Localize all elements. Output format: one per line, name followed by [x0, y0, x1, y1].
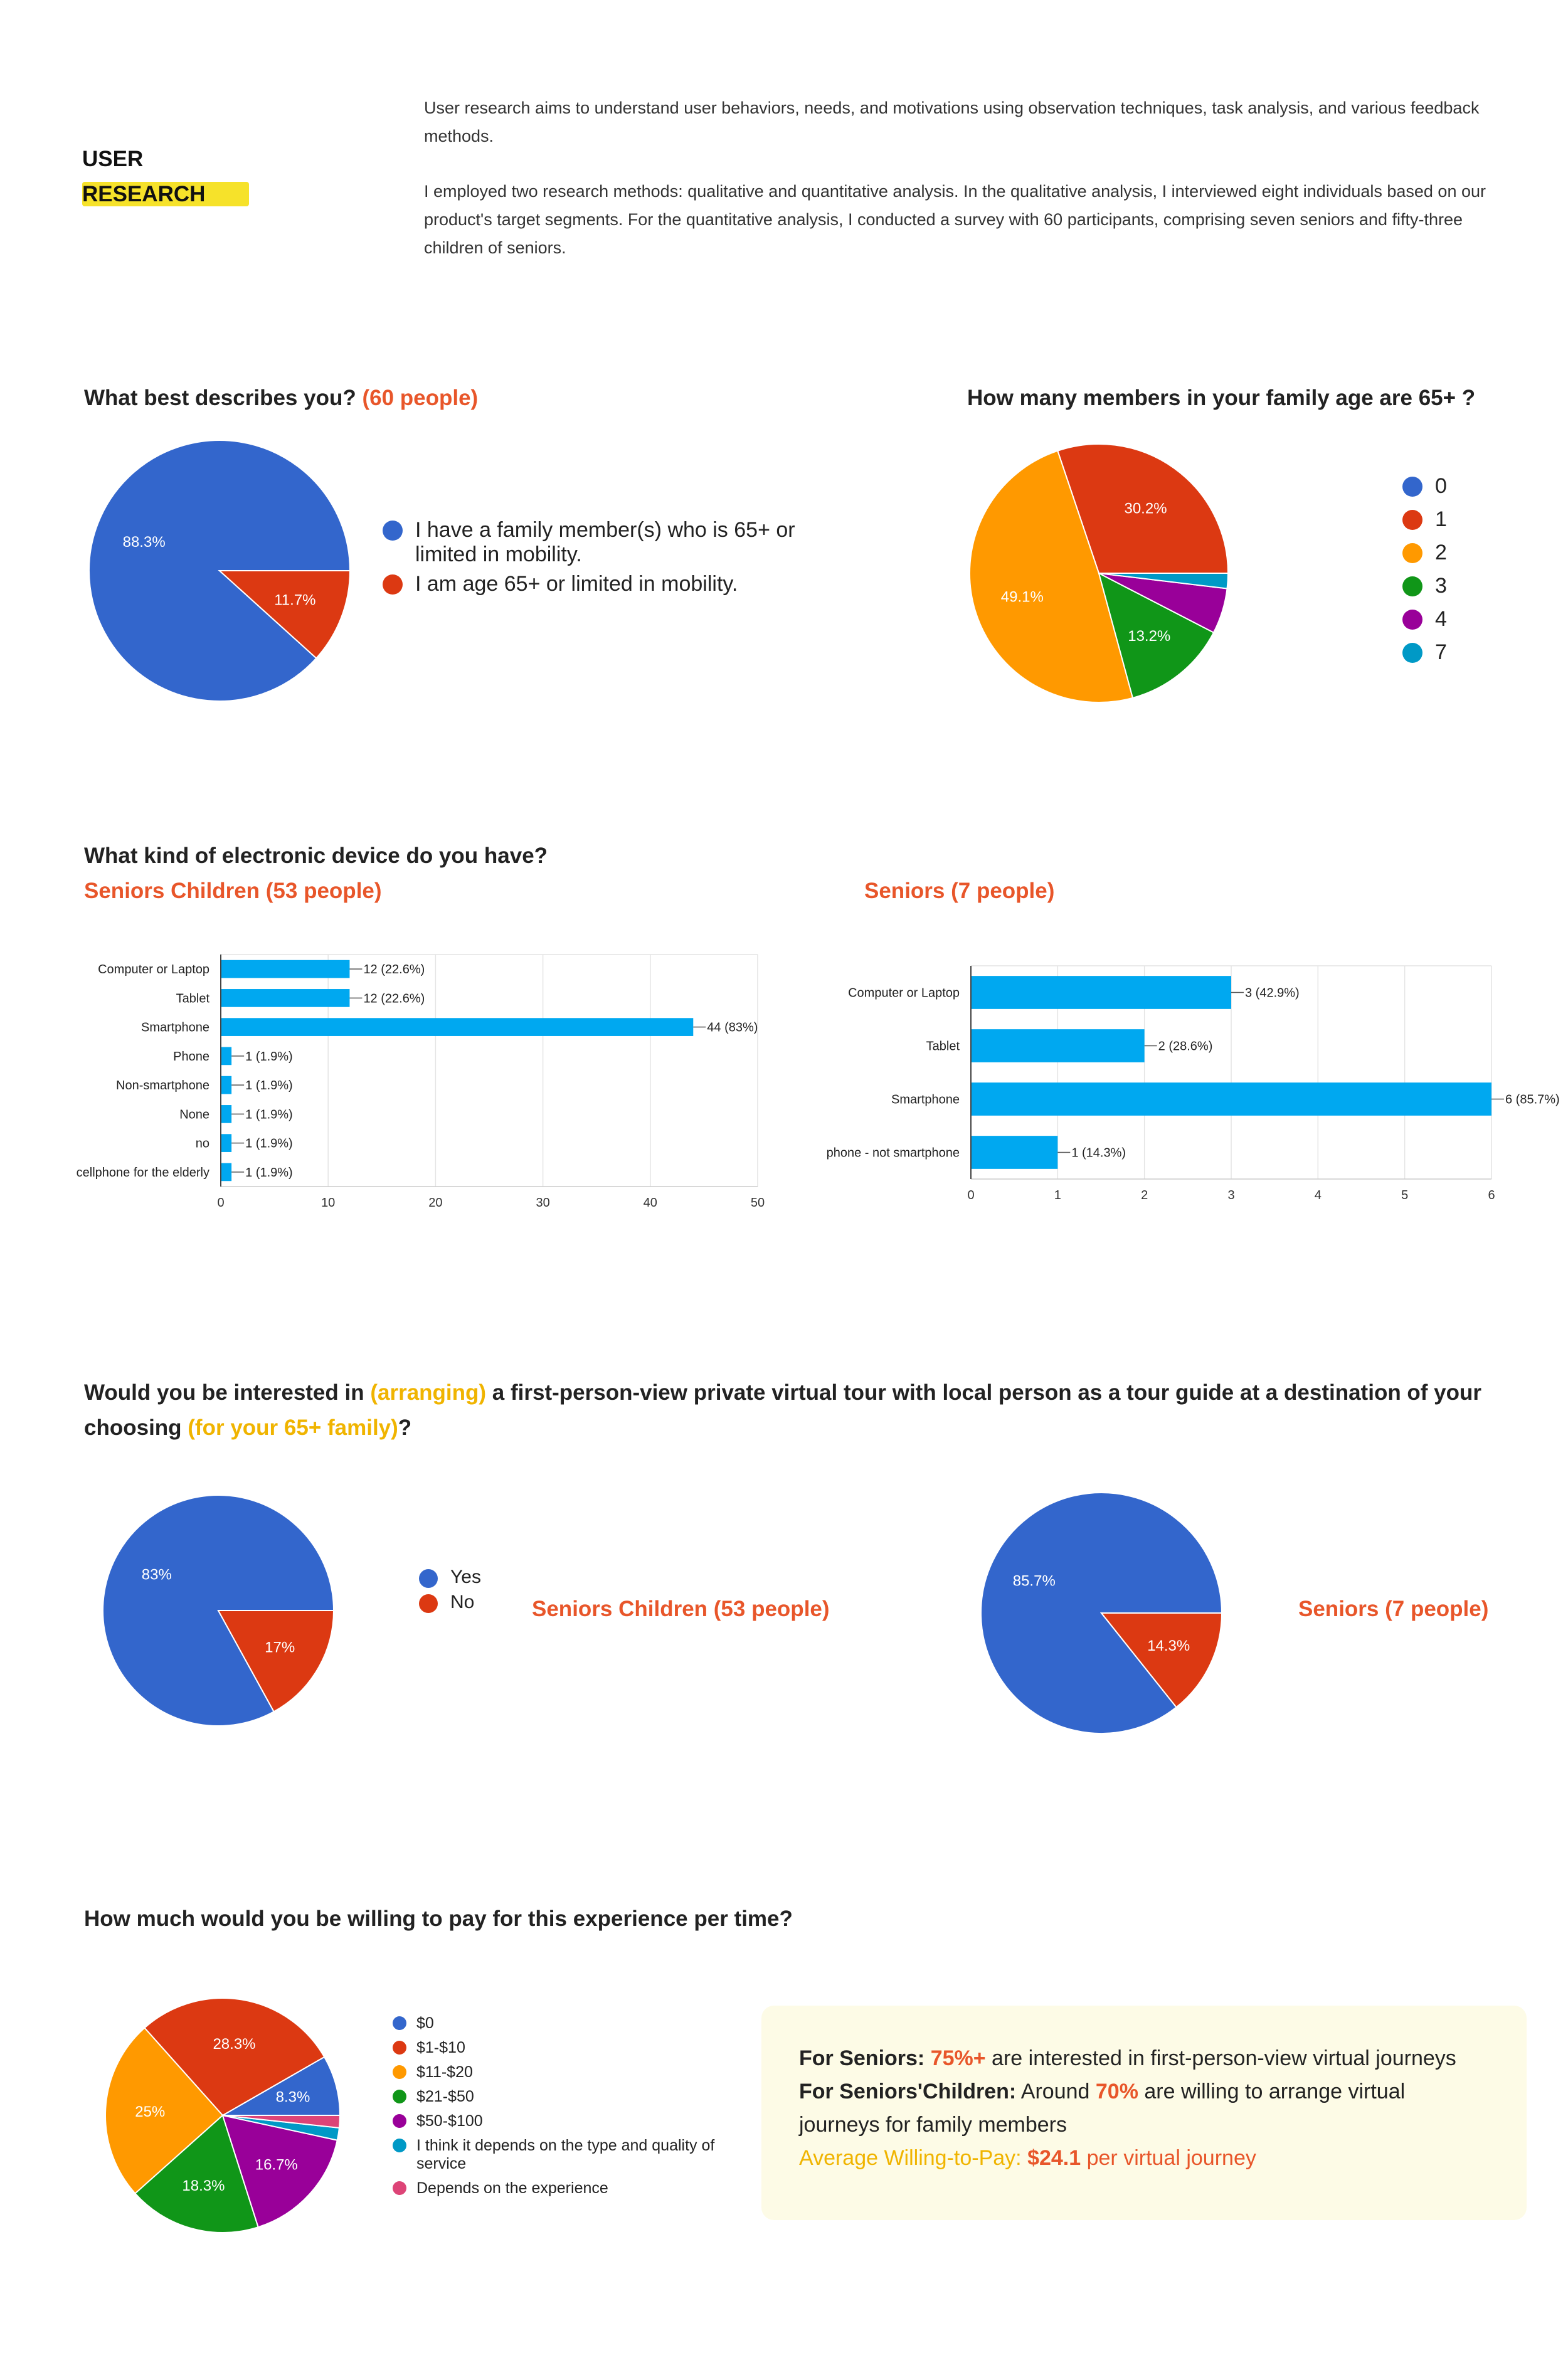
legend-label: $1-$10: [416, 2039, 465, 2056]
legend-dot: [1402, 477, 1422, 497]
q4-title-part2: (arranging): [370, 1380, 487, 1405]
pie-chart-q2: [968, 443, 1229, 704]
legend-label: 4: [1435, 607, 1447, 631]
summary-wtp-text: per virtual journey: [1081, 2146, 1256, 2170]
legend-label: I have a family member(s) who is 65+ or limited in mobility.: [415, 518, 795, 566]
data-label: 1 (1.9%): [245, 1108, 293, 1122]
bar-chart-seniors: [809, 950, 1560, 1214]
q1-heading: [84, 386, 478, 411]
pie-slice-label: 25%: [135, 2103, 166, 2120]
data-label: 1 (1.9%): [245, 1165, 293, 1180]
legend-dot: [419, 1594, 438, 1613]
bar-non-smartphone: [221, 1076, 231, 1094]
legend-label: 3: [1435, 574, 1447, 598]
x-tick-label: 2: [1141, 1188, 1148, 1202]
pie-slice-label: 30.2%: [1124, 500, 1167, 517]
x-tick-label: 50: [750, 1196, 765, 1210]
legend-dot: [1402, 576, 1422, 596]
legend-item: [383, 518, 834, 567]
data-label: 1 (14.3%): [1071, 1146, 1126, 1160]
bar-chart-seniors-children: [38, 941, 778, 1217]
x-tick-label: 6: [1488, 1188, 1495, 1202]
legend-dot: [1402, 610, 1422, 630]
q4-heading: [84, 1375, 1514, 1446]
summary-line-3: [799, 2142, 1489, 2175]
x-tick-label: 0: [967, 1188, 975, 1202]
category-label: Tablet: [926, 1039, 960, 1054]
pie-slice-label: 88.3%: [122, 534, 166, 551]
legend-label: 1: [1435, 507, 1447, 531]
x-tick-label: 30: [536, 1196, 550, 1210]
legend-dot: [383, 574, 403, 595]
data-label: 1 (1.9%): [245, 1136, 293, 1151]
data-label: 6 (85.7%): [1505, 1092, 1560, 1107]
summary-children-around: Around: [1016, 2080, 1096, 2103]
legend-dot: [1402, 643, 1422, 663]
logo: [82, 142, 249, 212]
q1-title: What best describes you?: [84, 386, 356, 410]
intro-paragraph-2: I employed two research methods: qualitative and quantitative analysis. In the qualitative analysis, I interviewed eight individuals based on our product's target segments. For the quantitative analysis, I conducted a survey with 60 participants, comprising seven seniors and fifty-three children of seniors.: [424, 182, 1486, 257]
q4-label-left: Seniors Children (53 people): [532, 1597, 830, 1621]
legend-label: Depends on the experience: [416, 2179, 608, 2197]
legend-item: [393, 2179, 731, 2198]
q4-label-right: Seniors (7 people): [1298, 1597, 1489, 1621]
summary-children-value: 70%: [1095, 2080, 1138, 2103]
legend-label: I am age 65+ or limited in mobility.: [415, 572, 738, 596]
legend-item: [1402, 507, 1447, 532]
legend-item: [1402, 607, 1447, 632]
legend-dot: [1402, 510, 1422, 530]
bar-cellphone-for-the-elderly: [221, 1163, 231, 1182]
q5-legend: [393, 2014, 731, 2204]
summary-line-2: [799, 2075, 1489, 2142]
pie-chart-q4-seniors: [980, 1491, 1223, 1735]
legend-label: 0: [1435, 474, 1447, 498]
legend-item: [383, 572, 834, 596]
q4-title-part5: ?: [398, 1415, 412, 1440]
category-label: Non-smartphone: [116, 1079, 209, 1093]
q5-heading: How much would you be willing to pay for this experience per time?: [84, 1907, 793, 1931]
legend-dot: [393, 2016, 406, 2030]
summary-line-1: [799, 2042, 1489, 2075]
pie-slice-label: 28.3%: [213, 2035, 256, 2053]
legend-label: $0: [416, 2014, 434, 2032]
legend-item: [1402, 640, 1447, 665]
category-label: no: [195, 1136, 209, 1151]
legend-item: [393, 2088, 731, 2106]
q1-legend: [383, 518, 834, 601]
pie-slice-label: 11.7%: [274, 591, 316, 609]
pie-slice-label: 49.1%: [1000, 588, 1044, 606]
pie-chart-q4-children: [102, 1494, 335, 1727]
legend-label: $50-$100: [416, 2112, 483, 2130]
legend-dot: [393, 2041, 406, 2055]
legend-dot: [393, 2139, 406, 2152]
legend-dot: [1402, 543, 1422, 563]
summary-seniors-text: are interested in first-person-view virtual journeys: [985, 2046, 1456, 2070]
legend-item: [393, 2014, 731, 2033]
bar-phone-not-smartphone: [971, 1136, 1057, 1169]
legend-item: [1402, 574, 1447, 598]
q4-legend: [419, 1567, 481, 1618]
category-label: Tablet: [176, 992, 209, 1006]
summary-wtp-label: Average Willing-to-Pay:: [799, 2146, 1028, 2170]
pie-slice-label: 83%: [141, 1566, 172, 1584]
data-label: 1 (1.9%): [245, 1049, 293, 1064]
pie-chart-q5: [104, 1997, 341, 2234]
legend-dot: [383, 521, 403, 541]
legend-dot: [393, 2090, 406, 2103]
pie-slice-label: 85.7%: [1012, 1572, 1056, 1590]
legend-label: 7: [1435, 640, 1447, 664]
x-tick-label: 4: [1314, 1188, 1322, 1202]
legend-item: [393, 2112, 731, 2130]
bar-computer-or-laptop: [971, 976, 1231, 1009]
legend-item: [393, 2063, 731, 2081]
q2-heading: How many members in your family age are 65+ ?: [967, 386, 1476, 410]
category-label: Computer or Laptop: [98, 963, 209, 977]
pie-slice-label: 17%: [265, 1639, 295, 1656]
summary-children-label: For Seniors'Children:: [799, 2080, 1017, 2103]
q2-legend: [1402, 474, 1447, 674]
legend-item: [393, 2039, 731, 2057]
logo-line1: USER: [82, 147, 144, 171]
q3-heading: What kind of electronic device do you have?: [84, 844, 548, 868]
pie-slice-label: 8.3%: [275, 2088, 310, 2106]
pie-slice-label: 18.3%: [182, 2177, 225, 2195]
category-label: Phone: [173, 1049, 209, 1064]
pie-slice-label: 14.3%: [1147, 1637, 1190, 1655]
q4-title-part4: (for your 65+ family): [188, 1415, 398, 1440]
category-label: None: [179, 1108, 209, 1122]
q4-title-part1: Would you be interested in: [84, 1380, 371, 1405]
x-tick-label: 40: [643, 1196, 657, 1210]
bar-no: [221, 1134, 231, 1152]
x-tick-label: 0: [217, 1196, 225, 1210]
legend-dot: [393, 2065, 406, 2079]
x-tick-label: 20: [428, 1196, 443, 1210]
legend-item: [393, 2137, 731, 2173]
bar-computer-or-laptop: [221, 960, 349, 978]
x-tick-label: 10: [321, 1196, 336, 1210]
x-tick-label: 1: [1054, 1188, 1061, 1202]
bar-smartphone: [971, 1082, 1491, 1116]
q3-subtitle-left: Seniors Children (53 people): [84, 879, 382, 903]
legend-label: $21-$50: [416, 2088, 474, 2105]
q4-title-part3: a first-person-view private virtual tour with local person as a tour guide at a destination of your choosing: [84, 1380, 1482, 1440]
data-label: 12 (22.6%): [363, 963, 425, 977]
data-label: 3 (42.9%): [1245, 986, 1300, 1000]
legend-label: I think it depends on the type and quality of service: [416, 2137, 715, 2172]
legend-label: No: [450, 1592, 475, 1612]
bar-smartphone: [221, 1018, 693, 1036]
category-label: cellphone for the elderly: [76, 1165, 209, 1180]
legend-item: [1402, 541, 1447, 565]
summary-seniors-label: For Seniors:: [799, 2046, 931, 2070]
legend-dot: [393, 2181, 406, 2195]
summary-seniors-value: 75%+: [930, 2046, 986, 2070]
intro-paragraph-1: User research aims to understand user behaviors, needs, and motivations using observation techniques, task analysis, and various feedback methods.: [424, 98, 1480, 145]
q1-count: (60 people): [362, 386, 479, 410]
intro-text: [424, 94, 1522, 289]
q3-subtitle-right: Seniors (7 people): [864, 879, 1055, 903]
legend-dot: [419, 1569, 438, 1588]
bar-tablet: [221, 989, 349, 1007]
data-label: 1 (1.9%): [245, 1079, 293, 1093]
category-label: phone - not smartphone: [826, 1146, 960, 1160]
data-label: 2 (28.6%): [1158, 1039, 1213, 1054]
data-label: 44 (83%): [707, 1020, 758, 1035]
data-label: 12 (22.6%): [363, 992, 425, 1006]
legend-item: [1402, 474, 1447, 499]
logo-line2: RESEARCH: [82, 182, 249, 206]
legend-label: 2: [1435, 541, 1447, 564]
pie-slice-label: 16.7%: [255, 2156, 298, 2174]
x-tick-label: 5: [1401, 1188, 1409, 1202]
pie-chart-q1: [88, 439, 351, 702]
legend-label: Yes: [450, 1567, 481, 1587]
category-label: Smartphone: [141, 1020, 209, 1035]
bar-none: [221, 1105, 231, 1123]
legend-dot: [393, 2114, 406, 2128]
summary-children-text: are willing to arrange virtual journeys for family members: [799, 2080, 1406, 2137]
legend-item: [419, 1592, 481, 1613]
x-tick-label: 3: [1227, 1188, 1235, 1202]
legend-item: [419, 1567, 481, 1588]
summary-wtp-value: $24.1: [1027, 2146, 1081, 2170]
category-label: Computer or Laptop: [848, 986, 960, 1000]
bar-tablet: [971, 1029, 1145, 1062]
summary-card: [761, 2006, 1527, 2220]
legend-label: $11-$20: [416, 2063, 473, 2081]
bar-phone: [221, 1047, 231, 1066]
category-label: Smartphone: [891, 1092, 960, 1107]
pie-slice-label: 13.2%: [1128, 627, 1171, 645]
